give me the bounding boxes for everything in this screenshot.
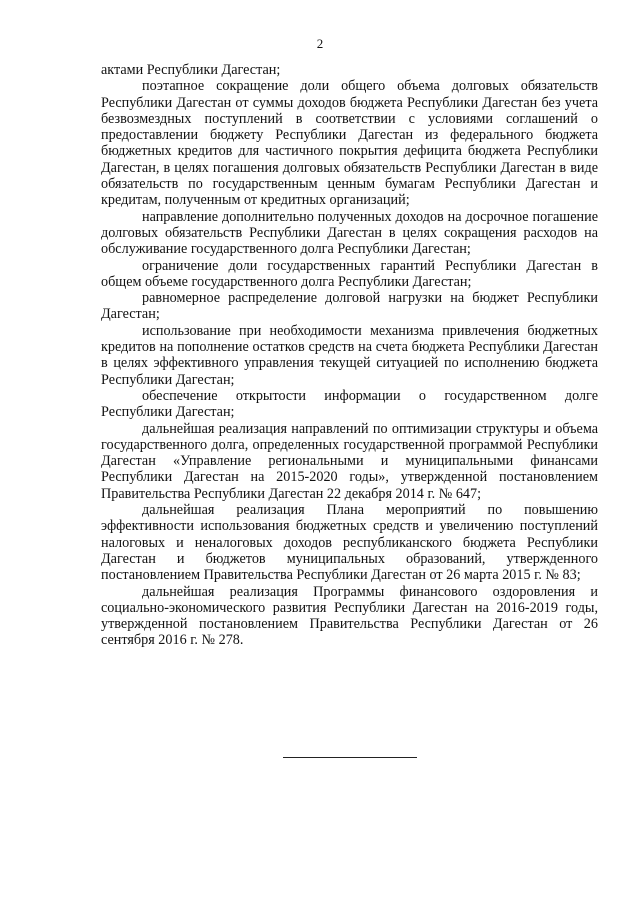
page-number: 2 [316, 36, 324, 51]
paragraph-efficiency-plan: дальнейшая реализация Плана мероприятий по повышению эффективности использования бюджетных средств и увеличению поступлений налоговых и неналоговых доходов республиканского бюджета Республики Дагестан и бюджетов муниципальных образований, утвержденного постановлением Правительства Республики Дагестан от 26 марта 2015 г. № 83; [101, 502, 598, 584]
paragraph-debt-reduction: поэтапное сокращение доли общего объема долговых обязательств Республики Дагестан от суммы доходов бюджета Республики Дагестан без учета безвозмездных поступлений в соответствии с условиями соглашений о предоставлении бюджету Республики Дагестан из федерального бюджета бюджетных кредитов для частичного покрытия дефицита бюджета Республики Дагестан, в целях погашения долговых обязательств Республики Дагестан в виде обязательств по государственным ценным бумагам Республики Дагестан и кредитам, полученным от кредитных организаций; [101, 78, 598, 209]
paragraph-state-program: дальнейшая реализация направлений по оптимизации структуры и объема государственного долга, определенных государственной программой Республики Дагестан «Управление региональными и муниципальными финансами Республики Дагестан на 2015-2020 годы», утвержденной постановлением Правительства Республики Дагестан 22 декабря 2014 г. № 647; [101, 420, 598, 502]
end-divider [283, 757, 417, 758]
paragraph-early-repayment: направление дополнительно полученных доходов на досрочное погашение долговых обязательств Республики Дагестан в целях сокращения расходов на обслуживание государственного долга Республики Дагестан; [101, 208, 598, 258]
paragraph-debt-distribution: равномерное распределение долговой нагрузки на бюджет Республики Дагестан; [101, 290, 598, 323]
document-body [101, 62, 598, 649]
paragraph-transparency: обеспечение открытости информации о государственном долге Республики Дагестан; [101, 387, 598, 421]
paragraph-budget-credits: использование при необходимости механизма привлечения бюджетных кредитов на пополнение остатков средств на счета бюджета Республики Дагестан в целях эффективного управления текущей ситуацией по исполнению бюджета Республики Дагестан; [101, 322, 598, 388]
paragraph-continuation: актами Республики Дагестан; [101, 62, 281, 78]
paragraph-recovery-program: дальнейшая реализация Программы финансового оздоровления и социально-экономического развития Республики Дагестан на 2016-2019 годы, утвержденной постановлением Правительства Республики Дагестан от 26 сентября 2016 г. № 278. [101, 583, 598, 649]
paragraph-guarantees-limit: ограничение доли государственных гарантий Республики Дагестан в общем объеме государственного долга Республики Дагестан; [101, 257, 598, 290]
